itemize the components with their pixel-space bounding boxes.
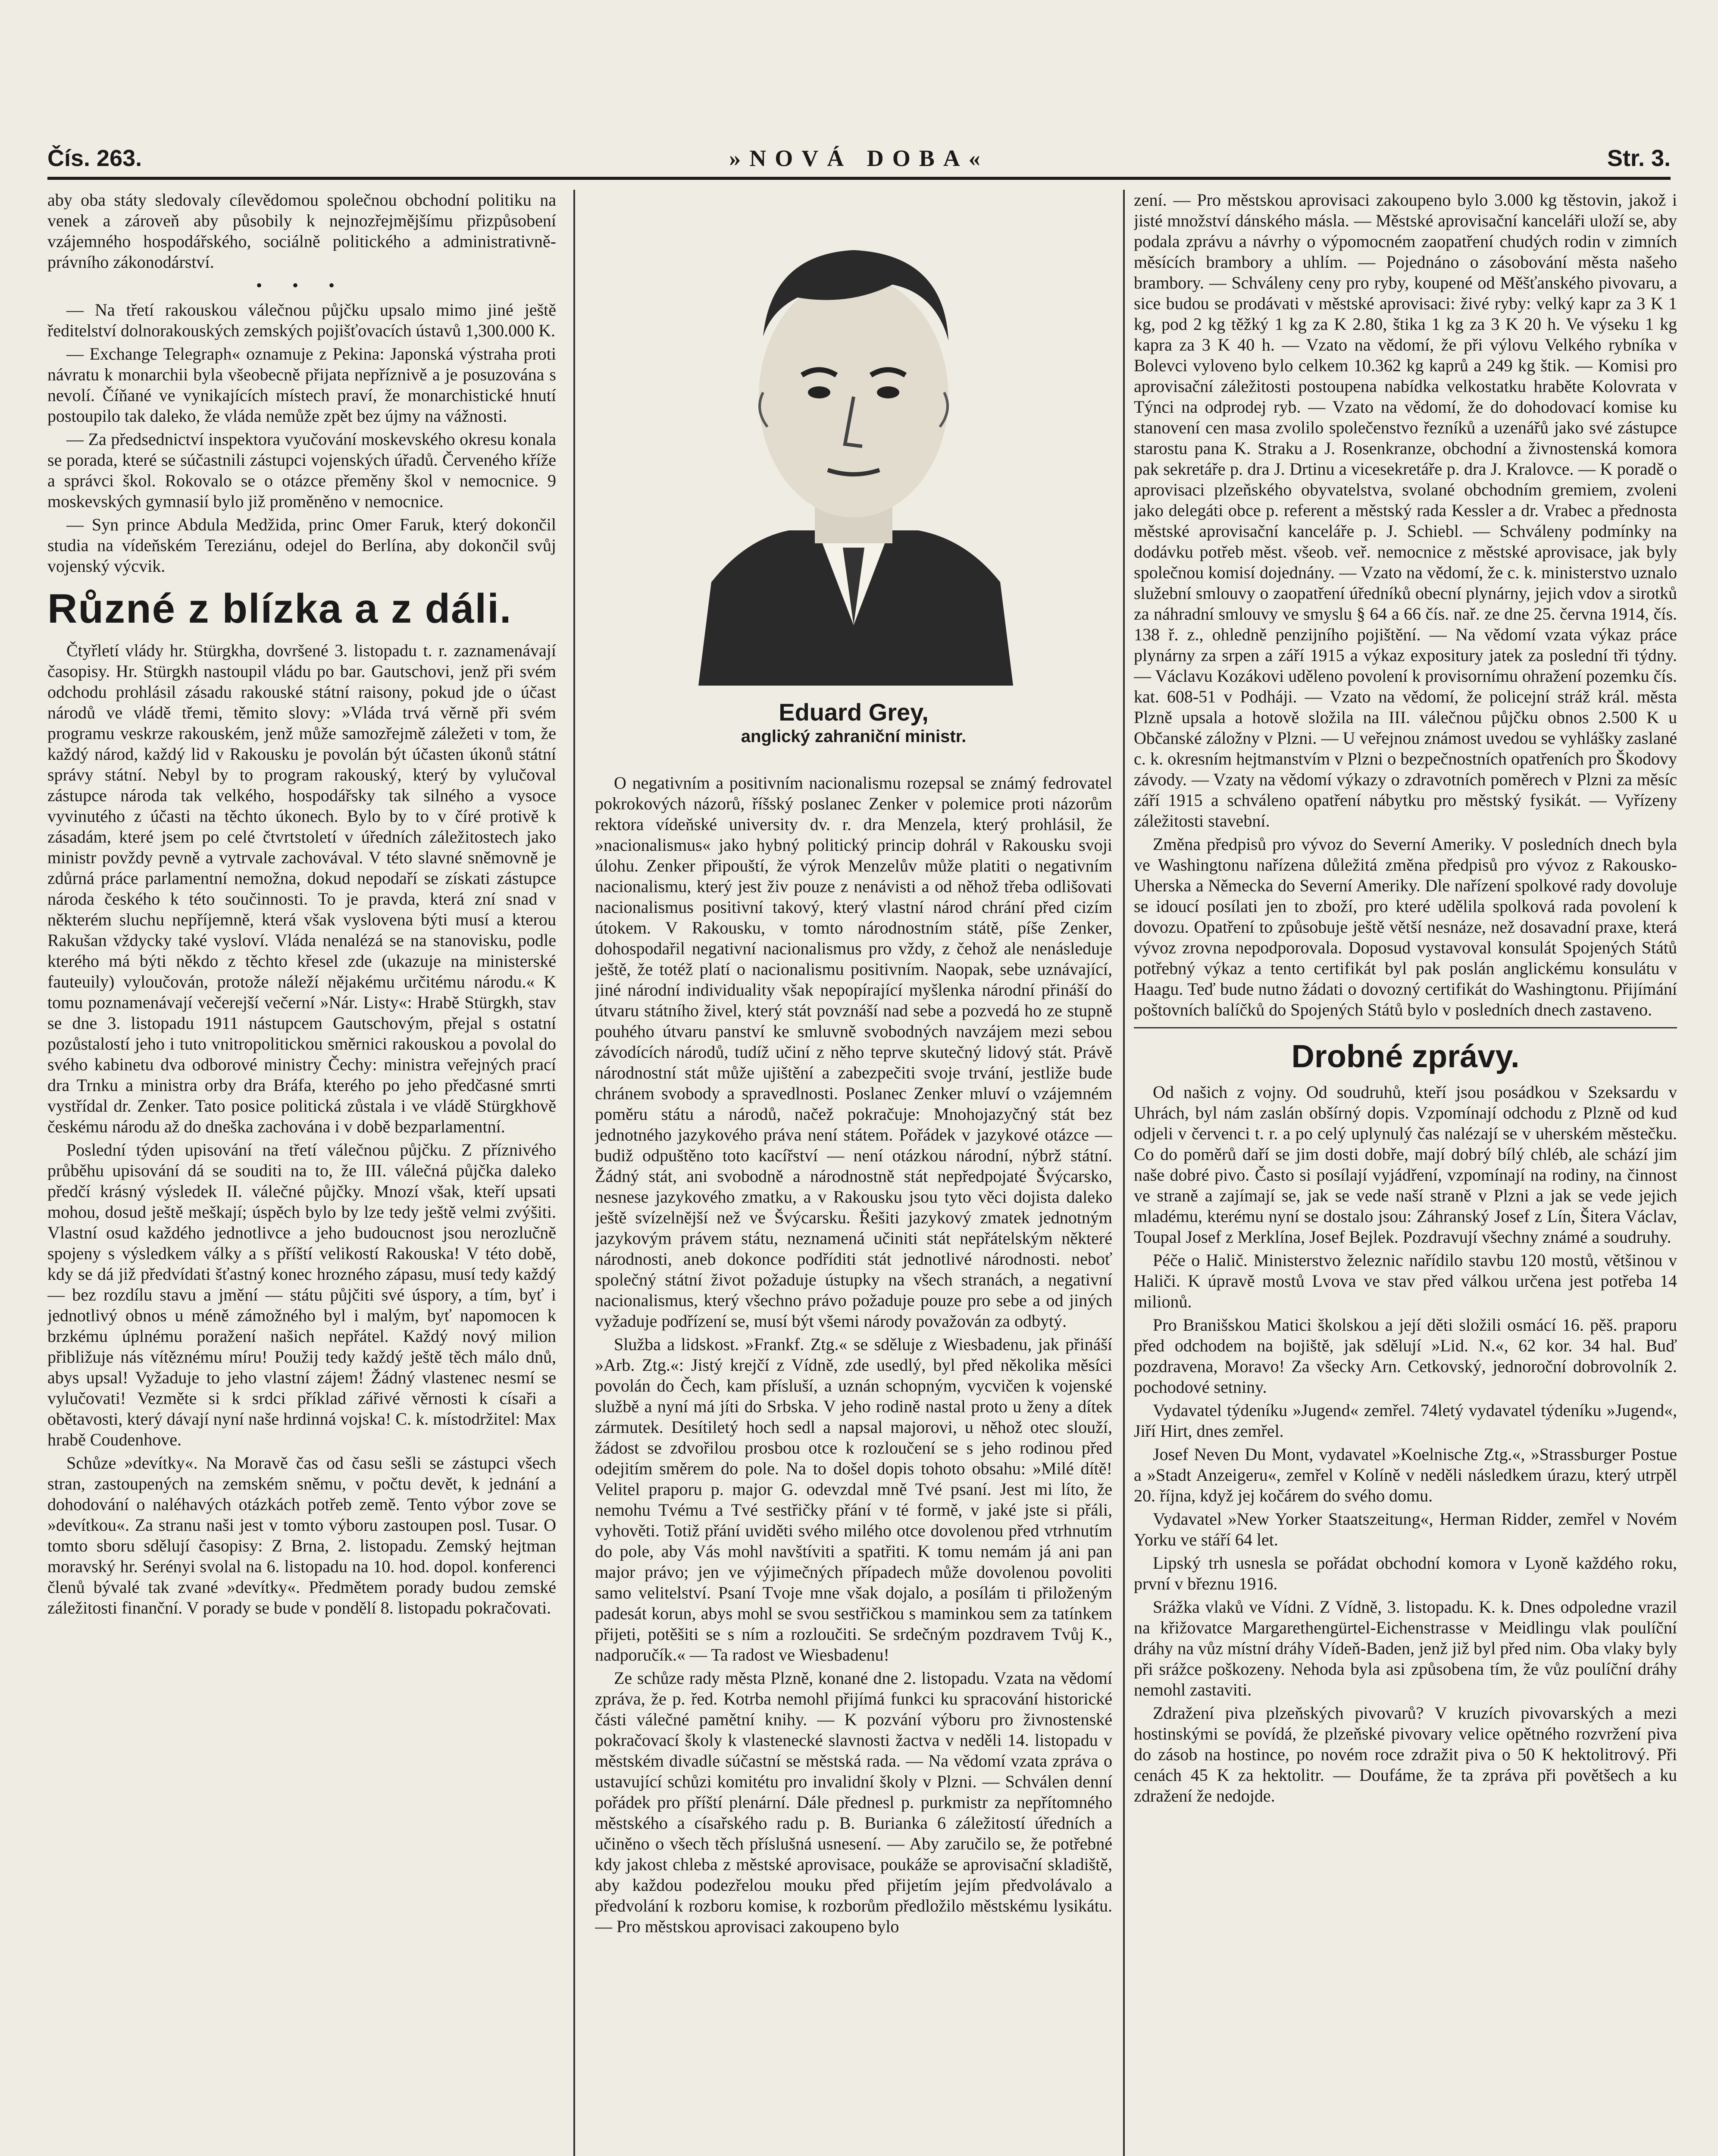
divider	[1134, 1027, 1677, 1028]
article: Služba a lidskost. »Frankf. Ztg.« se sděluje z Wiesbadenu, jak přináší »Arb. Ztg.«: Jistý krejčí z Vídně, zde usedlý, byl před několika měsíci povolán do Čech, kam přísluší, a uznán schopným, vycvičen k vojenské službě a nyní má jíti do Srbska. V jeho rodině nastal proto u ženy a dítek zármutek. Desítiletý hoch sedl a napsal majorovi, u něhož otec slouží, žádost se zdvořilou prosbou otce k rozloučení se s jeho rodinou před odejitím směrem do pole. Na to došel dopis tohoto obsahu: »Milé dítě! Velitel praporu p. major G. odevzdal mně Tvé psaní. Jest mi líto, že nemohu Tvému a Tvé sestřičky přání v té formě, v jaké jste si přáli, vyhověti. Totiž přání uviděti svého milého otce dovolenou před vtrhnutím do pole, aby Vás mohl navštíviti a spatřiti. K tomu nemám já ani pan major právo; jen ve výjimečných případech může dovolenou povoliti samo velitelství. Psaní Tvoje mne však dojalo, a posílám ti přiloženým padesát korun, abys mohl se svou sestřičkou s maminkou sem za tatínkem přijeti, potěšiti se s ním a rozloučiti. Se srdečným pozdravem Tvůj K., nadporučík.« — Ta radost ve Wiesbadenu!	[595, 1335, 1112, 1664]
article: Čtyřletí vlády hr. Stürgkha, dovršené 3. listopadu t. r. zaznamenávají časopisy. Hr. Stürgkh nastoupil vládu po bar. Gautschovi, jenž při svém odchodu prohlásil zásadu rakouské státní raisony, pokud jde o účast národů ve vládě třemi, těmito slovy: »Vláda trvá věrně při svém programu veskrze rakouském, jenž může samozřejmě záležeti v tom, že každý národ, každý lid v Rakousku je povolán být účasten úkonů státní správy státní. Nebyl by to program rakouský, který by vylučoval zástupce národa tak velkého, hospodářsky tak silného a vysoce vyvinutého z účasti na těchto úkonech. Bylo by to v číré protivě k zásadám, které jsem po celé čtvrtstoletí v úředních záležitostech jako ministr povždy pevně a vytrvale zachovával. V této slavné sněmovně je zdůrná práce parlamentní nemožna, dokud nepodaří se získati zástupce národa českého k této součinnosti. To je pravda, která zní snad v některém sluchu nepříjemně, která však vyslovena býti musí a kterou Rakušan vždycky také vysloví. Vláda nenalézá se na stanovisku, podle kterého má býti někdo z těchto křesel zde (ukazuje na ministerské fauteuily) vyloučován, protože náleží nějakému určitému národu.« K tomu poznamenávají večerejší večerní »Nár. Listy«: Hrabě Stürgkh, stav se dne 3. listopadu 1911 nástupcem Gautschovým, přejal s ostatní pozůstalostí jeho i tuto vnitropolitickou směrnici rakouskou a povolal do svého kabinetu dva odborové ministry Čechy: ministra veřejných prací dra Trnku a ministra orby dra Bráfa, kterého po jeho předčasné smrti vystřídal dr. Zenker. Tato posice politická zůstala i ve vládě Stürgkhově českému národu až do dneška zachována i v době bezparlamentní.	[47, 641, 556, 1136]
portrait-caption-role: anglický zahraniční ministr.	[741, 727, 967, 746]
article: O negativním a positivním nacionalismu rozepsal se známý fedrovatel pokrokových názorů, říšský poslanec Zenker v polemice proti názorům rektora vídeňské university dv. r. dra Menzela, který prohlásil, že »nacionalismus« jako hybný politický princip dohrál v Rakousku svoji úlohu. Zenker připouští, že výrok Menzelův může platiti o negativním nacionalismu, který jest živ pouze z nenávisti a od něhož třeba odlišovati nacionalismus positivní takový, který vlastní národ chrání před cizím útokem. V Rakousku, v tomto národnostním státě, píše Zenker, dohospodařil negativní nacionalismus pro vždy, z čehož ale nenásleduje ještě, že totéž platí o nacionalismu positivním. Naopak, sebe uznávající, jiné národní individuality však nepopírající myšlenka národní přináší do útvaru státního živel, který stát povznáší nad sebe a pozvedá ho ze stupně pouhého útvaru panství ke smluvně svobodných navzájem mezi sebou závodících národů, tudíž učiní z něho teprve skutečný lidový stát. Právě národnostní stát může ujištění a zabezpečiti svoje trvání, jestliže bude chránem svobody a spravedlnosti. Poslanec Zenker mluví o vzájemném poměru státu a národů, načež pokračuje: Mnohojazyčný stát bez jednotného jazykového práva není státem. Pořádek v jazykové otázce — budiž odpuštěno toto kacířství — není otázkou národní, nýbrž státní. Žádný stát, ani svobodně a národnostně stát nepředpojaté Švýcarsko, nesnese jazykového zmatku, a v Rakousku jsou tyto věci dojista daleko ještě svízelnější než ve Švýcarsku. Řešiti jazykový zmatek jednotným jazykovým právem státu, neznamená učiniti stát nepřátelským některé národnosti, aneb dokonce podříditi stát jednotlivé národnosti. neboť společný státní život požaduje ústupky na všech stranách, a negativní nacionalismus, který všechno právo požaduje pouze pro sebe a od jiných vyžaduje podřízení se, musí být všemi národy považován za odbytý.	[595, 773, 1112, 1331]
paragraph: — Na třetí rakouskou válečnou půjčku upsalo mimo jiné ještě ředitelství dolnorakouských zemských pojišťovacích ústavů 1,300.000 K.	[47, 300, 556, 340]
separator-dots: • • •	[256, 276, 347, 295]
page-header	[47, 142, 1671, 180]
article: Vydavatel »New Yorker Staatszeitung«, Herman Ridder, zemřel v Novém Yorku ve stáří 64 let.	[1134, 1509, 1677, 1549]
article: Lipský trh usnesla se pořádat obchodní komora v Lyoně každého roku, první v březnu 1916.	[1134, 1553, 1677, 1593]
column-2	[595, 190, 1112, 2156]
article: Změna předpisů pro vývoz do Severní Ameriky. V posledních dnech byla ve Washingtonu nařízena důležitá změna předpisů pro vývoz z Rakousko-Uherska a Německa do Severní Ameriky. Dle nařízení spolkové rady dovoluje se idoucí posílati jen to zboží, pro které udělila spolková rada povolení k dovozu. Opatření to způsobuje ještě větší nesnáze, než dosavadní praxe, která vývoz zrovna nepodporovala. Doposud vystavoval konsulát Spojených Států potřebný výkaz a tento certifikát byl pak poslán anglickému konsulátu v Haagu. Teď bude nutno žádati o dovozný certifikát do Washingtonu. Přijímání poštovních balíčků do Spojených Států bylo v posledních dnech zastaveno.	[1134, 834, 1677, 1019]
article: Péče o Halič. Ministerstvo železnic nařídilo stavbu 120 mostů, většinou v Haliči. K úpravě mostů Lvova ve stav před válkou určena jest potřeba 14 milionů.	[1134, 1250, 1677, 1311]
article: Poslední týden upisování na třetí válečnou půjčku. Z příznivého průběhu upisování dá se souditi na to, že III. válečná půjčka daleko předčí krásný výsledek II. válečné půjčky. Mnozí však, kteří upsati mohou, dosud ještě meškají; úspěch bylo by lze tedy ještě velmi zvýšiti. Vlastní osud každého jednotlivce a jeho budoucnost jsou nerozlučně spojeny s výsledkem války a s příští velikostí Rakouska! V této době, kdy se dá již předvídati šťastný konec hrozného zápasu, musí tedy každý — bez rozdílu stavu a jmění — státu půjčiti své úspory, a tím, byť i jednotlivý obnos u méně zámožného byl i malým, byť napomocen k brzkému úplnému poražení našich nepřátel. Každý nový milion přibližuje nás vítěznému míru! Použij tedy každý ještě těch málo dnů, abys upsal! Vyžaduje to jeho vlastní zájem! Žádný vlastenec nesmí se vylučovati! Vezměte si k srdci příklad zářivé věrnosti k císaři a obětavosti, který dávají nyní naše hrdinná vojska! C. k. místodržitel: Max hrabě Coudenhove.	[47, 1140, 556, 1449]
article: Zdražení piva plzeňských pivovarů? V kruzích pivovarských a mezi hostinskými se povídá, že plzeňské pivovary velice opětného rozvržení piva do zásob na hostince, po novém roce zdražit piva o 50 K hektolitrový. Při cenách 45 K za hektolitr. — Doufáme, že ta zpráva při povětšech a ku zdražení že nedojde.	[1134, 1703, 1677, 1805]
paragraph: — Syn prince Abdula Medžida, princ Omer Faruk, který dokončil studia na vídeňském Tereziánu, odejel do Berlína, aby dokončil svůj vojenský výcvik.	[47, 515, 556, 576]
column-rule	[573, 190, 575, 2156]
article: Schůze »devítky«. Na Moravě čas od času sešli se zástupci všech stran, zastoupených na zemském sněmu, v počtu devět, k jednání a dohodování o naléhavých otázkách potřeb země. Tento výbor zove se »devítkou«. Za stranu naši jest v tomto výboru zastoupen posl. Tusar. O tomto sboru sdělují časopisy: Z Brna, 2. listopadu. Zemský hejtman moravský hr. Serényi svolal na 6. listopadu na 10. hod. dopol. konferenci členů bývalé tak zvané »devítky«. Předmětem porady budou zemské záležitosti finanční. V porady se bude v pondělí 8. listopadu pokračovati.	[47, 1453, 556, 1617]
paragraph: aby oba státy sledovaly cílevědomou společnou obchodní politiku na venek a zároveň aby působily k nejnozřejmějšímu přizpůsobení vzájemného hospodářského, sociálně politického a administrativně-právního zákonodárství.	[47, 190, 556, 272]
page-number: Str. 3.	[1607, 145, 1671, 171]
portrait-caption-name: Eduard Grey,	[779, 699, 929, 726]
issue-number: Čís. 263.	[47, 145, 142, 171]
portrait-illustration	[634, 194, 1073, 686]
article: Pro Branišskou Matici školskou a její děti složili osmácí 16. pěš. praporu před odchodem na bojiště, jak sdělují »Lid. N.«, 62 kor. 34 hal. Buď pozdravena, Moravo! Za všecky Arn. Cetkovský, jednoroční dobrovolník 2. pochodové setniny.	[1134, 1315, 1677, 1397]
newspaper-title: »NOVÁ DOBA«	[729, 145, 989, 171]
paragraph: — Za předsednictví inspektora vyučování moskevského okresu konala se porada, které se súčastnili zástupci vojenských úřadů. Červeného kříže a správci škol. Rokovalo se o otázce přeměny škol v nemocnice. 9 moskevských gymnasií bylo již proměněno v nemocnice.	[47, 429, 556, 511]
section-heading: Drobné zprávy.	[1291, 1038, 1520, 1074]
column-rule	[1123, 190, 1125, 2156]
article: Ze schůze rady města Plzně, konané dne 2. listopadu. Vzata na vědomí zpráva, že p. řed. Kotrba nemohl přijímá funkci ku spracování historické části válečné pamětní knihy. — K pozvání výboru pro živnostenské pokračovací školy k vlastenecké slavnosti žactva v neděli 14. listopadu v městském divadle súčastní se městská rada. — Na vědomí vzata zpráva o ustavující schůzi komitétu pro invalidní školy v Plzni. — Schválen denní pořádek pro příští plenární. Dále přednesl p. purkmistr za nepřítomného městského a císařského radu p. B. Burianka 6 záležitostí úředních a učiněno o všech těch příslušná usnesení. — Aby zaručilo se, že potřebné kdy jakost chleba z městské aprovisace, poukáže se aprovisační skladiště, aby každou podezřelou mouku před přijetím jejím předvolávalo a předvolání k rozboru komise, k rozborům předložilo městskému lysikátu. — Pro městskou aprovisaci zakoupeno bylo	[595, 1668, 1112, 1936]
article: zení. — Pro městskou aprovisaci zakoupeno bylo 3.000 kg těstovin, jakož i jisté množství dánského másla. — Městské aprovisační kanceláři uloží se, aby podala zprávu a návrhy o výpomocném zaopatření chudých rodin v zimních měsících brambory a uhlím. — Pojednáno o zásobování města našeho brambory. — Schváleny ceny pro ryby, koupené od Měšťanského pivovaru, a sice budou se prodávati v městské aprovisaci: živé ryby: velký kapr za 3 K 1 kg, pod 2 kg těžký 1 kg za K 2.80, štika 1 kg za 3 K 20 h. Ve výseku 1 kg kapra za 3 K 40 h. — Vzato na vědomí, že při výlovu Velkého rybníka v Bolevci vyloveno bylo celkem 10.362 kg kaprů a 249 kg štik. — Komisi pro aprovisační záležitosti postoupena nabídka velkostatku hraběte Kolovrata v Týnci na odprodej ryb. — Vzato na vědomí, že do dohodovací komise ku stanovení cen masa zvolilo společenstvo řezníků a uzenářů jako své zástupce starostu pana K. Straku a J. Rosenkranze, obchodní a živnostenská komora pak sekretáře p. dra J. Drtinu a vicesekretáře p. dra J. Kralovce. — K poradě o aprovisaci plzeňského obyvatelstva, svolané obchodním gremiem, zvoleni jako delegáti obce p. referent a městský rada Kessler a dr. Vrabec a přednosta městské aprovisační kanceláře p. J. Schiebl. — Schváleny podmínky na dodávku potřeb měst. všeob. veř. nemocnice z městské aprovisace, jak byly společnou komisí dojednány. — Vzato na vědomí, že c. k. ministerstvo uznalo služební smlouvy o zaopatření úředníků obecní plynárny, jejich vdov a sirotků za náhradní smlouvy ve smyslu § 64 a 66 čís. nař. ze dne 25. června 1914, čís. 138 ř. z., ohledně penzijního pojištění. — Na vědomí vzata výkaz práce plynárny za srpen a září 1915 a výkaz expositury jatek za poslední tři týdny. — Václavu Kozákovi uděleno povolení k provisornímu ohražení pozemku čís. kat. 608-51 v Podháji. — Vzato na vědomí, že policejní stráž král. města Plzně upsala a hotově složila na III. válečnou půjčku obnos 2.500 K u Občanské záložny v Plzni. — U veřejnou známost uvedou se vyhlášky zaslané c. k. okresním hejtmanstvím v Plzni o bezpečnostních opatřeních pro Škodovy závody. — Vzaty na vědomí výkazy o zdravotních poměrech v Plzni za měsíc září 1915 a schváleno opatření nábytku pro městský fysikát. — Vyřízeny záležitosti stavební.	[1134, 190, 1677, 830]
column-1	[47, 190, 556, 2156]
article: Od našich z vojny. Od soudruhů, kteří jsou posádkou v Szeksardu v Uhrách, byl nám zaslán obšírný dopis. Vzpomínají odchodu z Plzně od kud odjeli v červenci t. r. a po celý uplynulý čas nalézají se v uherském městečku. Co do poměrů daří se jim dosti dobře, mají dobrý bílý chléb, ale schází jim naše dobré pivo. Často si posílají vyjádření, vzpomínají na rodiny, na činnost ve straně a zajímají se, jak se vede naší straně v Plzni a jak se vede jejich mladému, kterému nyní se dostalo jsou: Záhranský Josef z Lín, Šitera Václav, Toupal Josef z Merklína, Josef Bejlek. Pozdravují všechny známé a soudruhy.	[1134, 1082, 1677, 1247]
article: Vydavatel týdeníku »Jugend« zemřel. 74letý vydavatel týdeníku »Jugend«, Jiří Hirt, dnes zemřel.	[1134, 1401, 1677, 1441]
paragraph: — Exchange Telegraph« oznamuje z Pekina: Japonská výstraha proti návratu k monarchii byla všeobecně přijata nepříznivě a je posuzována s nevolí. Číňané ve vynikajících místech praví, že monarchistické hnutí postoupilo tak daleko, že vláda nemůže zpět bez újmy na vážnosti.	[47, 344, 556, 426]
article: Srážka vlaků ve Vídni. Z Vídně, 3. listopadu. K. k. Dnes odpoledne vrazil na křižovatce Margarethengürtel-Eichenstrasse v Meidlingu vlak poulíční dráhy na vůz místní dráhy Vídeň-Baden, jenž již byl před nim. Oba vlaky byly při srážce poškozeny. Nehoda byla asi způsobena tím, že vůz poulíční dráhy nemohl zastaviti.	[1134, 1597, 1677, 1699]
section-heading: Různé z blízka a z dáli.	[47, 586, 512, 632]
article: Josef Neven Du Mont, vydavatel »Koelnische Ztg.«, »Strassburger Postue a »Stadt Anzeigeru«, zemřel v Kolíně v neděli následkem úrazu, který utrpěl 20. října, když jej kočárem do svého domu.	[1134, 1445, 1677, 1505]
column-3	[1134, 190, 1677, 2156]
